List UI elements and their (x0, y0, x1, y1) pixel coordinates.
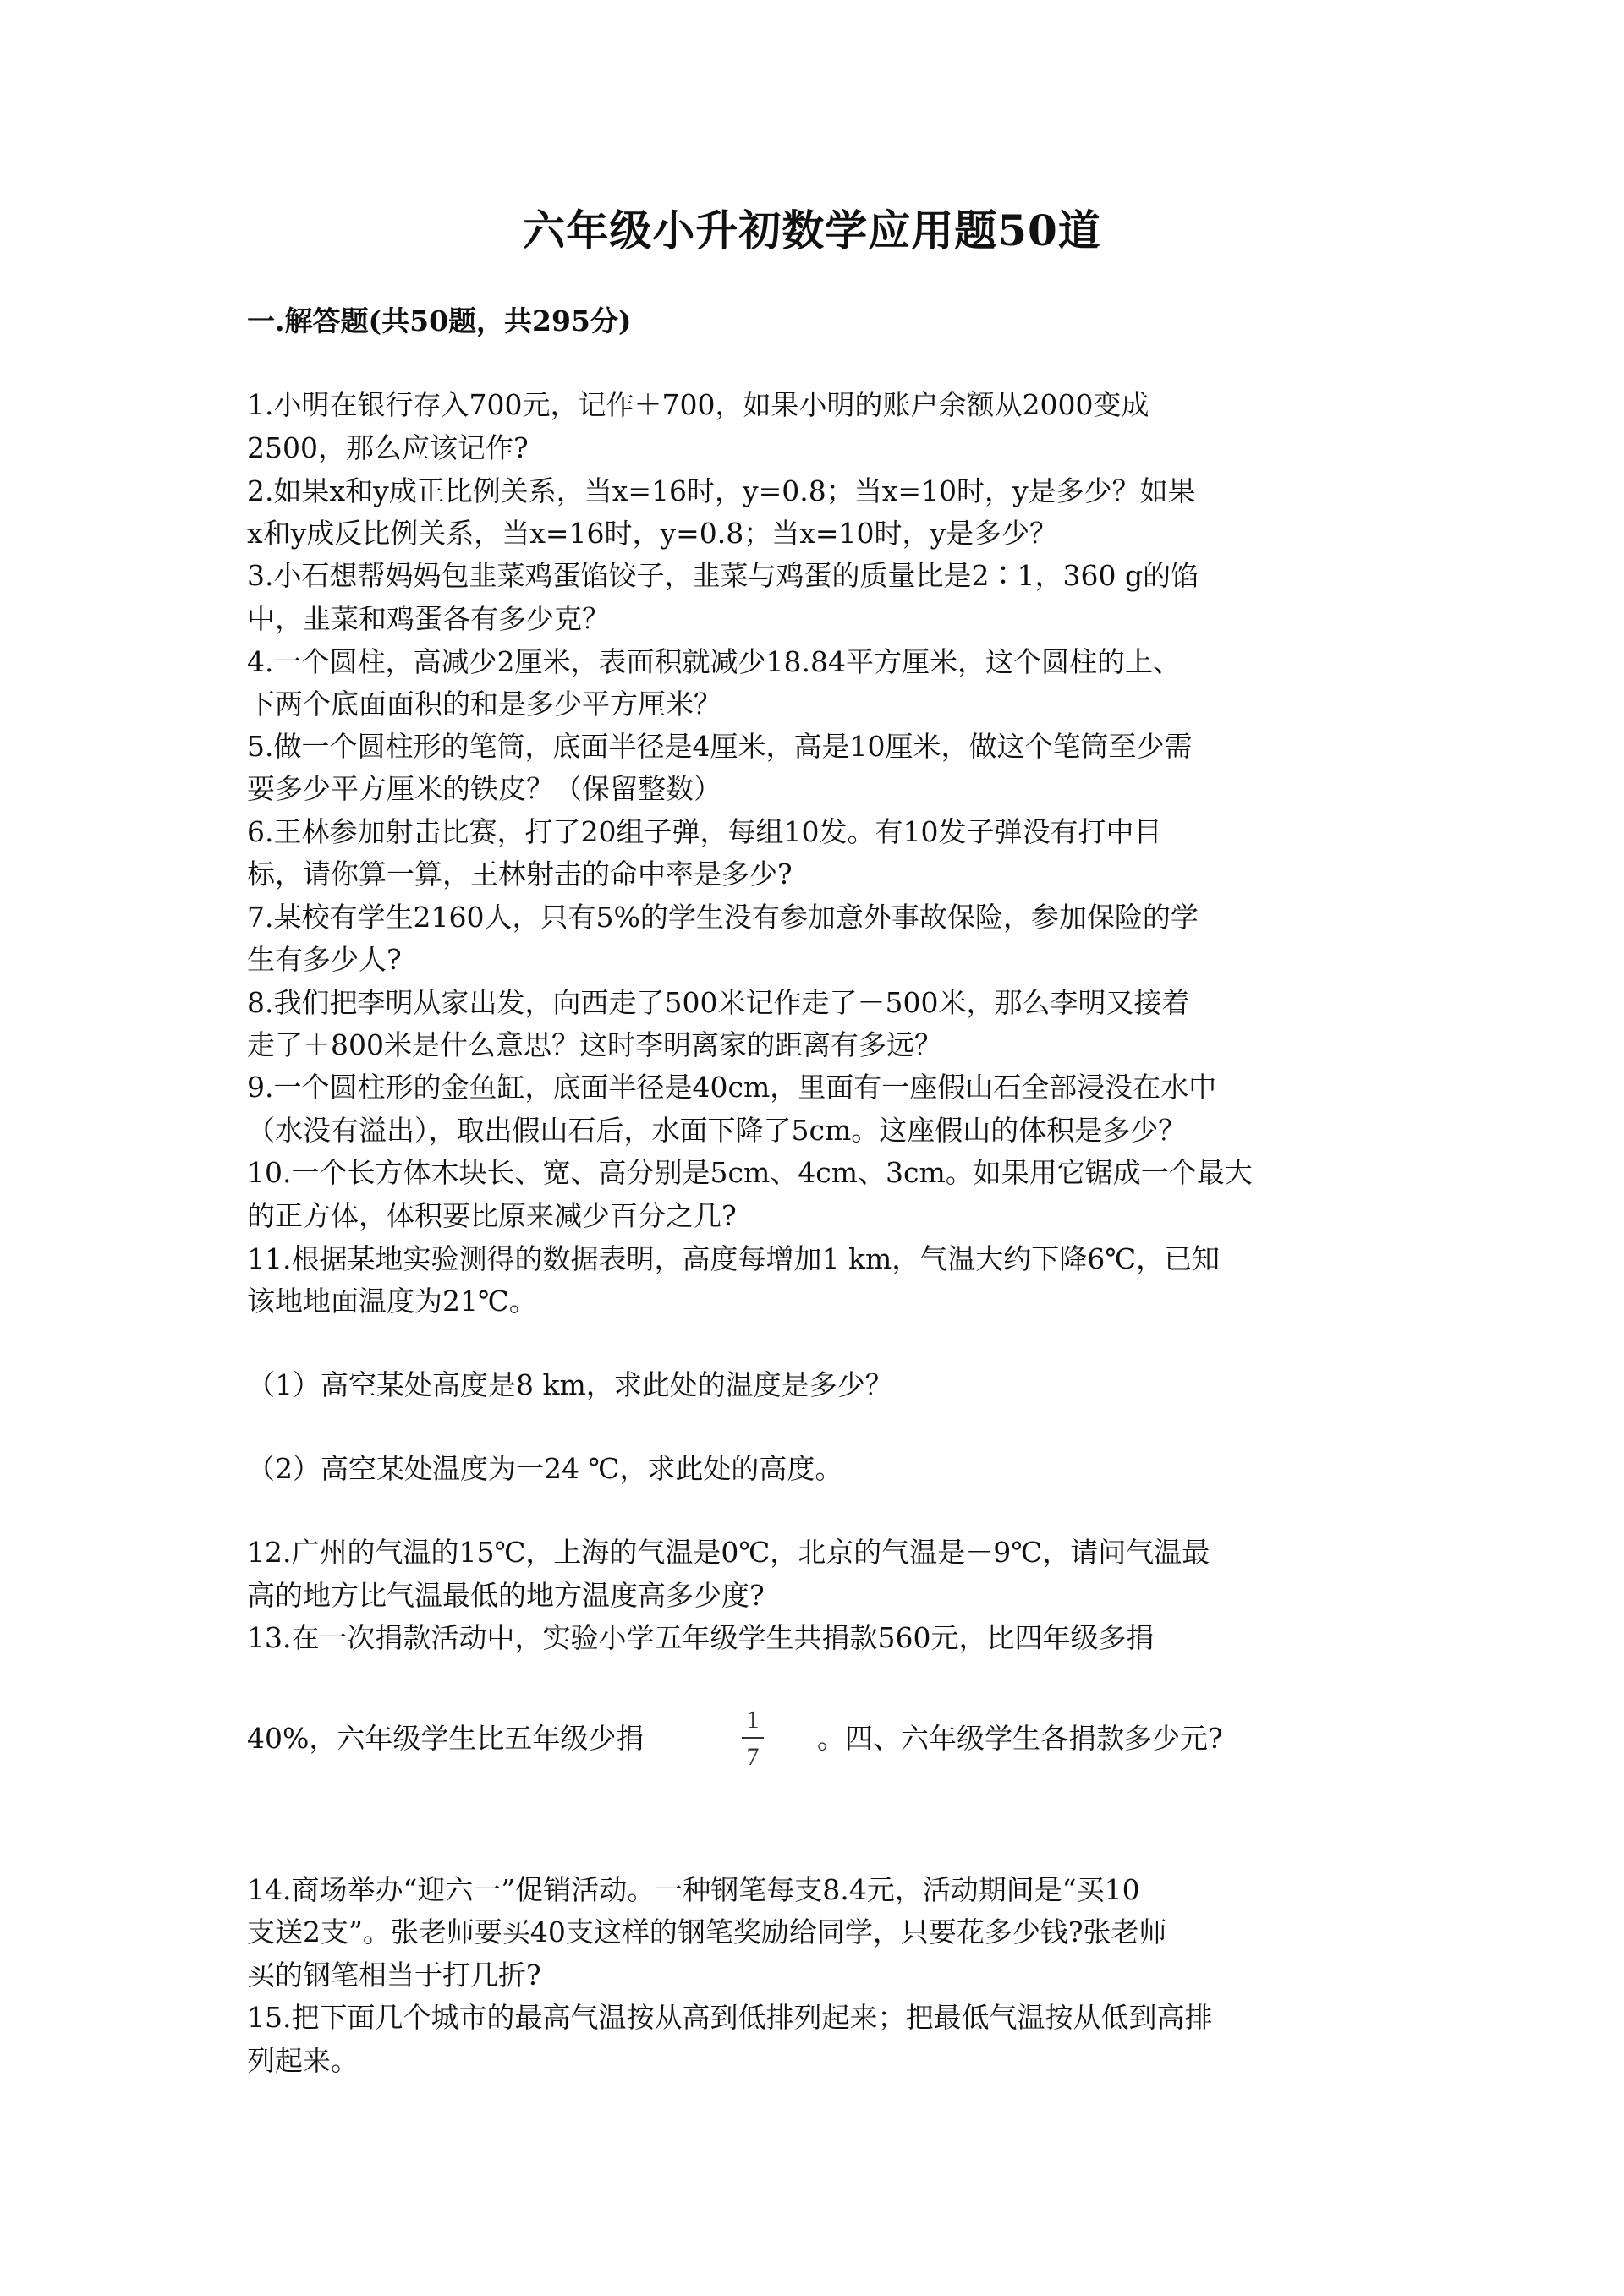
question-4-line-1: 4.一个圆柱，高减少2厘米，表面积就减少18.84平方厘米，这个圆柱的上、 (247, 645, 1181, 678)
question-13-line-1: 13.在一次捐款活动中，实验小学五年级学生共捐款560元，比四年级多捐 (247, 1621, 1155, 1654)
fraction-one-seventh (732, 1705, 774, 1773)
question-14-line-1: 14.商场举办“迎六一”促销活动。一种钢笔每支8.4元，活动期间是“买10 (247, 1873, 1140, 1906)
question-15-line-2: 列起来。 (247, 2044, 359, 2077)
question-2-line-1: 2.如果x和y成正比例关系，当x=16时，y=0.8；当x=10时，y是多少？如果 (247, 474, 1196, 507)
question-7-line-1: 7.某校有学生2160人，只有5%的学生没有参加意外事故保险，参加保险的学 (247, 901, 1199, 934)
question-11-line-2: 该地地面温度为21℃。 (247, 1285, 537, 1318)
question-5-line-1: 5.做一个圆柱形的笔筒，底面半径是4厘米，高是10厘米，做这个笔筒至少需 (247, 730, 1193, 763)
question-3-line-2: 中，韭菜和鸡蛋各有多少克？ (247, 602, 610, 635)
page-title: 六年级小升初数学应用题50道 (523, 205, 1101, 255)
question-11-part-2: （2）高空某处温度为一24 ℃，求此处的高度。 (247, 1452, 843, 1485)
question-1-line-2: 2500，那么应该记作? (247, 431, 529, 464)
question-4-line-2: 下两个底面面积的和是多少平方厘米？ (247, 688, 721, 721)
question-11-line-1: 11.根据某地实验测得的数据表明，高度每增加1 km，气温大约下降6℃，已知 (247, 1242, 1221, 1275)
question-14-line-2: 支送2支”。张老师要买40支这样的钢笔奖励给同学，只要花多少钱?张老师 (247, 1915, 1167, 1948)
question-11-part-1: （1）高空某处高度是8 km，求此处的温度是多少？ (247, 1368, 893, 1401)
question-13-line-2-start: 40%，六年级学生比五年级少捐 (247, 1722, 645, 1755)
fraction-bar (742, 1737, 764, 1739)
question-15-line-1: 15.把下面几个城市的最高气温按从高到低排列起来；把最低气温按从低到高排 (247, 2001, 1213, 2034)
question-12-line-1: 12.广州的气温的15℃，上海的气温是0℃，北京的气温是－9℃，请问气温最 (247, 1536, 1210, 1569)
question-9-line-1: 9.一个圆柱形的金鱼缸，底面半径是40cm，里面有一座假山石全部浸没在水中 (247, 1071, 1217, 1104)
question-8-line-2: 走了＋800米是什么意思？这时李明离家的距离有多远？ (247, 1028, 942, 1061)
question-6-line-1: 6.王林参加射击比赛，打了20组子弹，每组10发。有10发子弹没有打中目 (247, 815, 1162, 848)
question-9-line-2: （水没有溢出），取出假山石后，水面下降了5cm。这座假山的体积是多少？ (247, 1114, 1187, 1147)
question-2-line-2: x和y成反比例关系，当x=16时，y=0.8；当x=10时，y是多少？ (247, 517, 1058, 550)
fraction-denominator: 7 (746, 1743, 760, 1771)
question-7-line-2: 生有多少人? (247, 943, 402, 976)
question-10-line-2: 的正方体，体积要比原来减少百分之几? (247, 1199, 737, 1232)
question-10-line-1: 10.一个长方体木块长、宽、高分别是5cm、4cm、3cm。如果用它锯成一个最大 (247, 1156, 1253, 1189)
question-13-line-2-end: 。四、六年级学生各捐款多少元? (817, 1722, 1223, 1755)
question-14-line-3: 买的钢笔相当于打几折? (247, 1959, 541, 1992)
section-heading: 一.解答题(共50题，共295分) (247, 304, 632, 337)
question-8-line-1: 8.我们把李明从家出发，向西走了500米记作走了－500米，那么李明又接着 (247, 986, 1190, 1019)
question-6-line-2: 标，请你算一算，王林射击的命中率是多少? (247, 858, 793, 890)
question-3-line-1: 3.小石想帮妈妈包韭菜鸡蛋馅饺子，韭菜与鸡蛋的质量比是2∶1，360 g的馅 (247, 559, 1199, 592)
fraction-numerator: 1 (746, 1706, 760, 1734)
question-1-line-1: 1.小明在银行存入700元，记作＋700，如果小明的账户余额从2000变成 (247, 388, 1149, 421)
question-5-line-2: 要多少平方厘米的铁皮？（保留整数） (247, 772, 721, 805)
question-12-line-2: 高的地方比气温最低的地方温度高多少度? (247, 1579, 765, 1612)
